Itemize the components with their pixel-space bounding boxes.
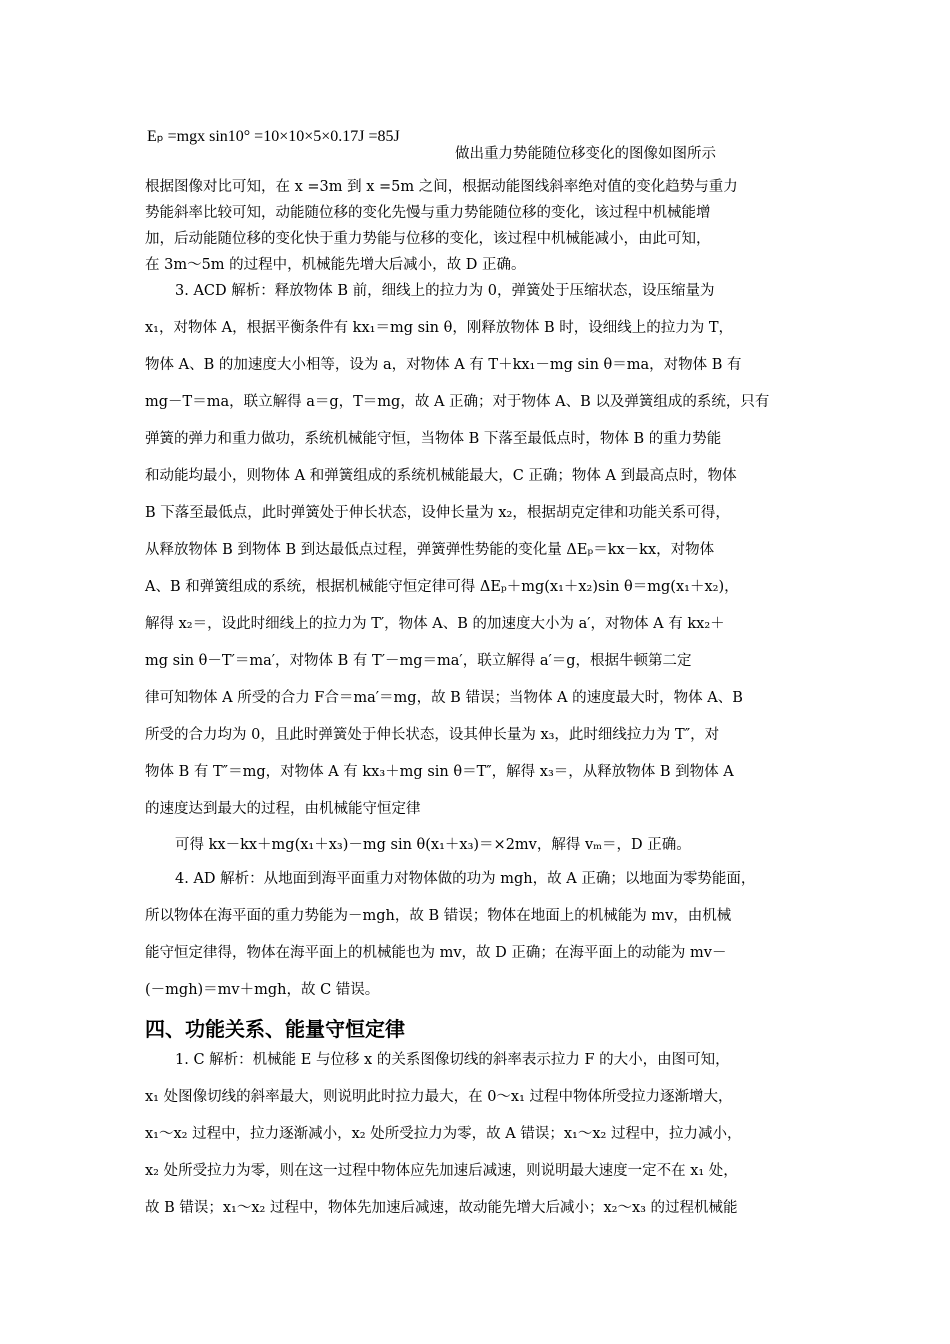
text-line: 和动能均最小，则物体 A 和弹簧组成的系统机械能最大，C 正确；物体 A 到最高点时，物体 bbox=[145, 468, 737, 484]
text-line: 的速度达到最大的过程，由机械能守恒定律 bbox=[145, 801, 421, 817]
text-line: (－mgh)＝mv＋mgh，故 C 错误。 bbox=[145, 982, 380, 998]
text-line: x₁，对物体 A，根据平衡条件有 kx₁＝mg sin θ，刚释放物体 B 时，设细线上的拉力为 T， bbox=[145, 320, 734, 336]
text-line: 加，后动能随位移的变化快于重力势能与位移的变化，该过程中机械能减小，由此可知， bbox=[145, 231, 711, 247]
text-line: 可得 kx－kx＋mg(x₁＋x₃)－mg sin θ(x₁＋x₃)＝×2mv，解得 vₘ＝，D 正确。 bbox=[175, 837, 691, 853]
text-line: 从释放物体 B 到物体 B 到达最低点过程，弹簧弹性势能的变化量 ΔEₚ＝kx－kx，对物体 bbox=[145, 542, 715, 558]
text-line: 所受的合力均为 0，且此时弹簧处于伸长状态，设其伸长量为 x₃，此时细线拉力为 T″，对 bbox=[145, 727, 720, 743]
text-line: 律可知物体 A 所受的合力 F合＝ma′＝mg，故 B 错误；当物体 A 的速度最大时，物体 A、B bbox=[145, 690, 743, 706]
text-line: x₁～x₂ 过程中，拉力逐渐减小，x₂ 处所受拉力为零，故 A 错误；x₁～x₂ 过程中，拉力减小， bbox=[145, 1126, 742, 1142]
text-line: 4. AD 解析：从地面到海平面重力对物体做的功为 mgh，故 A 正确；以地面为零势能面， bbox=[175, 871, 756, 887]
text-line: 弹簧的弹力和重力做功，系统机械能守恒，当物体 B 下落至最低点时，物体 B 的重力势能 bbox=[145, 431, 722, 447]
text-line: 所以物体在海平面的重力势能为－mgh，故 B 错误；物体在地面上的机械能为 mv，由机械 bbox=[145, 908, 732, 924]
text-line: 根据图像对比可知，在 x =3m 到 x =5m 之间，根据动能图线斜率绝对值的变化趋势与重力 bbox=[145, 179, 738, 195]
text-line: x₁ 处图像切线的斜率最大，则说明此时拉力最大，在 0～x₁ 过程中物体所受拉力逐渐增大， bbox=[145, 1089, 733, 1105]
text-line: 势能斜率比较可知，动能随位移的变化先慢与重力势能随位移的变化，该过程中机械能增 bbox=[145, 205, 711, 221]
section-heading: 四、功能关系、能量守恒定律 bbox=[145, 1017, 405, 1041]
text-line: 3. ACD 解析：释放物体 B 前，细线上的拉力为 0，弹簧处于压缩状态，设压缩量为 bbox=[175, 283, 715, 299]
text-line: mg sin θ－T′＝ma′，对物体 B 有 T′－mg＝ma′，联立解得 a′＝g，根据牛顿第二定 bbox=[145, 653, 692, 669]
text-line: 1. C 解析：机械能 E 与位移 x 的关系图像切线的斜率表示拉力 F 的大小，由图可知， bbox=[175, 1052, 730, 1068]
formula-note: 做出重力势能随位移变化的图像如图所示 bbox=[455, 146, 716, 162]
text-line: 能守恒定律得，物体在海平面上的机械能也为 mv，故 D 正确；在海平面上的动能为 mv－ bbox=[145, 945, 727, 961]
text-line: x₂ 处所受拉力为零，则在这一过程中物体应先加速后减速，则说明最大速度一定不在 x₁ 处， bbox=[145, 1163, 738, 1179]
text-line: B 下落至最低点，此时弹簧处于伸长状态，设伸长量为 x₂，根据胡克定律和功能关系可得， bbox=[145, 505, 730, 521]
text-line: A、B 和弹簧组成的系统，根据机械能守恒定律可得 ΔEₚ＋mg(x₁＋x₂)sin θ＝mg(x₁＋x₂)， bbox=[145, 579, 739, 595]
potential-energy-formula: Eₚ =mgx sin10° =10×10×5×0.17J =85J bbox=[147, 128, 400, 145]
text-line: 物体 A、B 的加速度大小相等，设为 a，对物体 A 有 T＋kx₁－mg sin θ＝ma，对物体 B 有 bbox=[145, 357, 742, 373]
text-line: 在 3m～5m 的过程中，机械能先增大后减小，故 D 正确。 bbox=[145, 257, 526, 273]
text-line: 故 B 错误；x₁～x₂ 过程中，物体先加速后减速，故动能先增大后减小；x₂～x₃ 的过程机械能 bbox=[145, 1200, 738, 1216]
text-line: mg－T＝ma，联立解得 a＝g，T＝mg，故 A 正确；对于物体 A、B 以及弹簧组成的系统，只有 bbox=[145, 394, 770, 410]
text-line: 物体 B 有 T″＝mg，对物体 A 有 kx₃＋mg sin θ＝T″，解得 x₃＝，从释放物体 B 到物体 A bbox=[145, 764, 734, 780]
text-line: 解得 x₂＝，设此时细线上的拉力为 T′，物体 A、B 的加速度大小为 a′，对物体 A 有 kx₂＋ bbox=[145, 616, 725, 632]
